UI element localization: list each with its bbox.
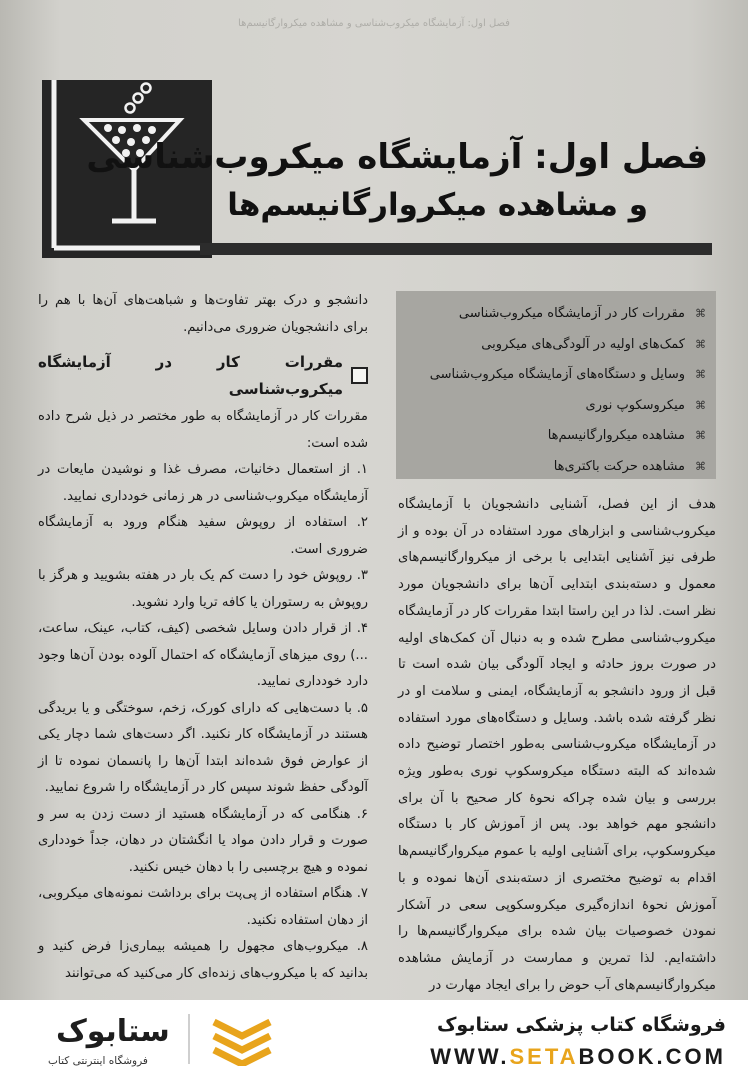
topic-item: ⌘ وسایل و دستگاه‌های آزمایشگاه میکروب‌شناسی [402,360,706,391]
bullet-icon: ⌘ [695,368,706,381]
chapter-topics-box [396,291,716,479]
logo-subtitle: فروشگاه اینترنتی کتاب [48,1055,148,1067]
rule-item: ۶. هنگامی که در آزمایشگاه هستید از دست زدن به سر و صورت و قرار دادن مواد یا انگشتان در دهان، جداً خودداری نموده و هیچ برچسبی را با دهان خیس نکنید. [38,806,368,875]
bullet-icon: ⌘ [695,307,706,320]
bullet-icon: ⌘ [695,398,706,412]
right-column-text [398,492,716,999]
checkbox-square-icon [351,367,368,384]
rule-item: ۳. روپوش خود را دست کم یک بار در هفته بشویید و هرگز با روپوش به رستوران یا کافه تریا وارد نشوید. [38,568,368,610]
store-logo[interactable] [20,1010,180,1070]
topic-item: ⌘ میکروسکوپ نوری [402,391,706,422]
rule-item: ۵. با دست‌هایی که دارای کورک، زخم، سوختگی و یا بریدگی هستند در آزمایشگاه کار نکنید. اگر دست‌های شما دچار یکی از عوارض فوق شده‌اند ابتدا آن‌ها را پانسمان نموده تا از آلودگی حفظ شوند سپس کار در آزمایشگاه را شروع نمایید. [38,700,368,795]
book-stack-logo-icon [210,1016,274,1066]
left-column-text [38,288,368,987]
chapter-title-line-1: فصل اول: آزمایشگاه میکروب‌شناسی [86,137,708,177]
topic-item: ⌘ مشاهده حرکت باکتری‌ها [402,452,706,483]
section-heading [38,349,368,402]
topic-item: ⌘ مقررات کار در آزمایشگاه میکروب‌شناسی [402,299,706,330]
store-banner [0,1000,748,1079]
rule-item: ۸. میکروب‌های مجهول را همیشه بیماری‌زا فرض کنید و بدانید که با میکروب‌های زنده‌ای کار می‌کنید که می‌توانند [38,939,368,981]
store-name: فروشگاه کتاب پزشکی ستابوک [436,1014,726,1036]
logo-divider [188,1014,190,1064]
chapter-title [86,132,708,228]
intro-paragraph: هدف از این فصل، آشنایی دانشجویان با آزمایشگاه میکروب‌شناسی و ابزارهای مورد استفاده در آن بوده و از طرفی نیز آشنایی ابتدایی با برخی از میکروارگانیسم‌های معمول و دسته‌بندی ابتدایی آن‌ها برای دانشجویان مورد نظر است. لذا در این راستا ابتدا مقررات کار در آزمایشگاه میکروب‌شناسی مطرح شده و به دنبال آن کمک‌های اولیه در صورت بروز حادثه و ایجاد آلودگی بیان شده است تا قبل از ورود دانشجو به آزمایشگاه، ایمنی و سلامت او در نظر گرفته شده باشد. وسایل و دستگاه‌های مورد استفاده در آزمایشگاه میکروب‌شناسی به‌طور اختصار توضیح داده شده‌اند که البته دستگاه میکروسکوپ نوری به‌طور ویژه بررسی و بیان شده چراکه نحوهٔ کار صحیح با آن برای دانشجو مهم خواهد بود. پس از آموزش کار با دستگاه میکروسکوپ، برای آشنایی اولیه با عموم میکروارگانیسم‌ها اقدام به توضیح مختصری از دسته‌بندی آن‌ها نموده و با آموزش نحوهٔ اندازه‌گیری میکروسکوپی سعی در آشکار نمودن خصوصیات بیان شده برای میکروارگانیسم‌ها را داشته‌ایم. لذا تمرین و ممارست در آزمایش مشاهده میکروارگانیسم‌های آب حوض را برای ایجاد مهارت در [398,497,716,993]
section-intro: مقررات کار در آزمایشگاه به طور مختصر در ذیل شرح داده شده است: [38,409,368,451]
rule-item: ۷. هنگام استفاده از پی‌پت برای برداشت نمونه‌های میکروبی، از دهان استفاده نکنید. [38,886,368,928]
section-heading-text: مقررات کار در آزمایشگاه میکروب‌شناسی [38,353,344,398]
store-url-link[interactable]: WWW.SETABOOK.COM [430,1044,726,1069]
rule-item: ۴. از قرار دادن وسایل شخصی (کیف، کتاب، عینک، ساعت، ...) روی میزهای آزمایشگاه که احتمال آلوده بودن آن‌ها وجود دارد خودداری نمایید. [38,621,368,689]
logo-wordmark: ستابوک [56,1014,170,1049]
bullet-icon: ⌘ [695,459,706,473]
bullet-icon: ⌘ [695,337,706,351]
title-underline-rule [200,243,712,255]
bullet-icon: ⌘ [695,429,706,442]
topic-item: ⌘ کمک‌های اولیه در آلودگی‌های میکروبی [402,330,706,361]
continuation-paragraph: دانشجو و درک بهتر تفاوت‌ها و شباهت‌های آن‌ها با هم را برای دانشجویان ضروری می‌دانیم. [38,293,368,335]
topic-item: ⌘ مشاهده میکروارگانیسم‌ها [402,421,706,452]
rule-item: ۲. استفاده از روپوش سفید هنگام ورود به آزمایشگاه ضروری است. [38,515,368,557]
rule-item: ۱. از استعمال دخانیات، مصرف غذا و نوشیدن مایعات در آزمایشگاه میکروب‌شناسی در هر زمانی خودداری نمایید. [38,462,368,504]
chapter-title-line-2: و مشاهده میکروارگانیسم‌ها [227,187,648,223]
bleed-through-header: فصل اول: آزمایشگاه میکروب‌شناسی و مشاهده میکروارگانیسم‌ها [238,18,510,29]
